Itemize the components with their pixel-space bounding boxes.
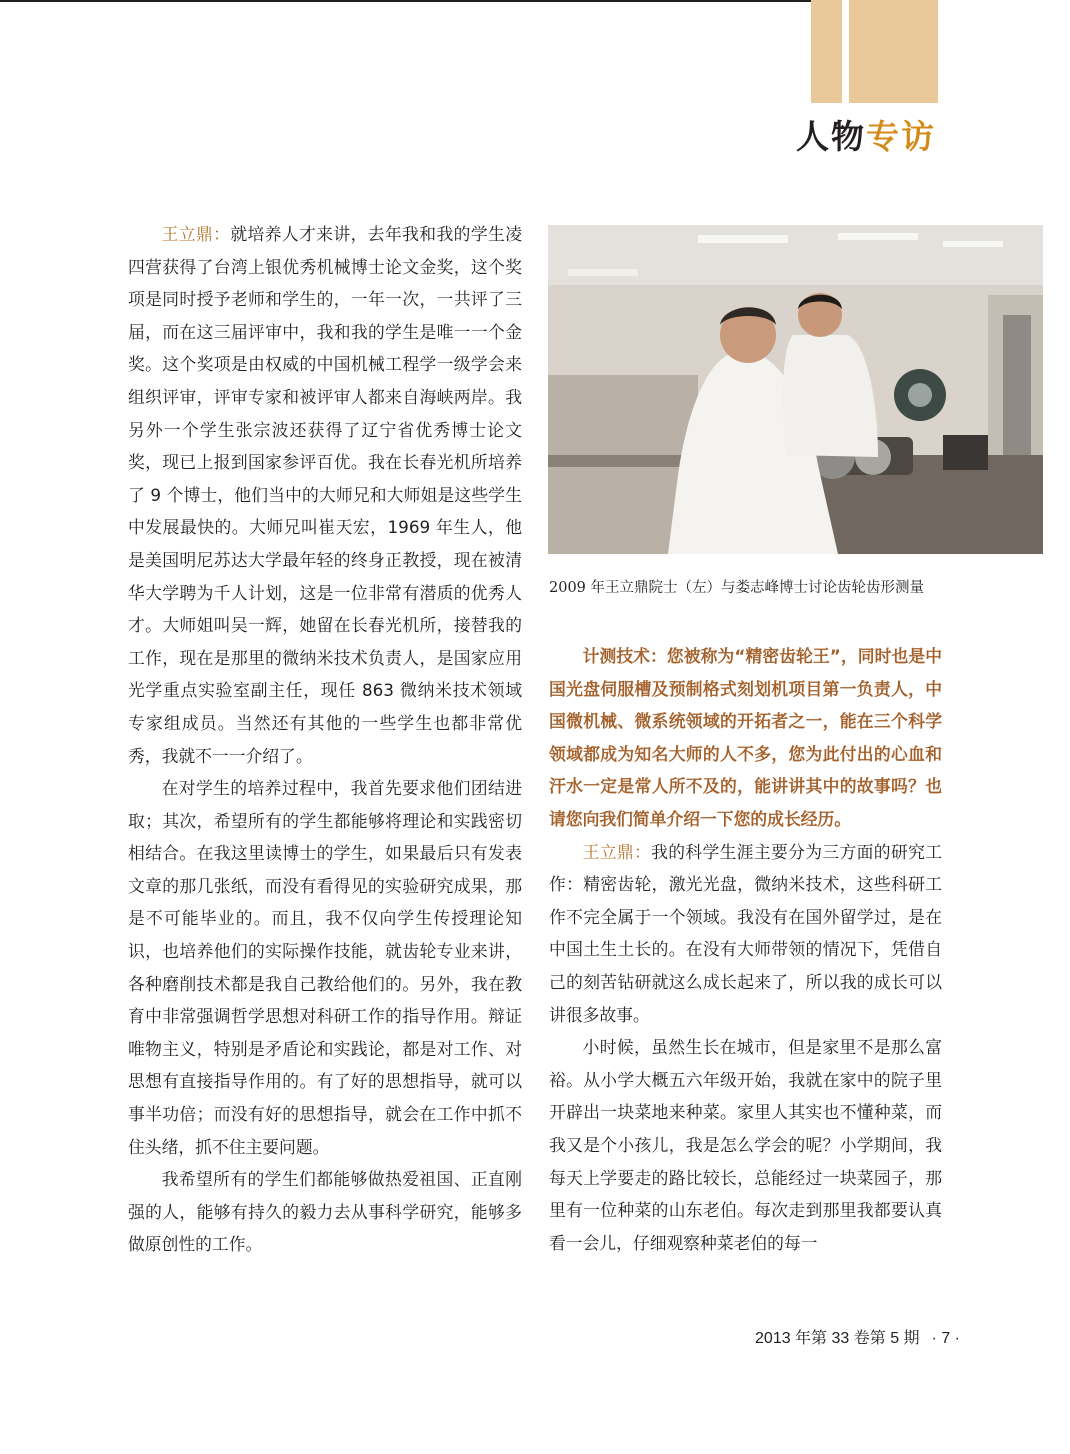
paragraph-2: 在对学生的培养过程中，我首先要求他们团结进取；其次，希望所有的学生都能够将理论和实践密切相结合。在我这里读博士的学生，如果最后只有发表文章的那几张纸，而没有看得见的实验研究成果，那是不可能毕业的。而且，我不仅向学生传授理论知识，也培养他们的实际操作技能，就齿轮专业来讲，各种磨削技术都是我自己教给他们的。另外，我在教育中非常强调哲学思想对科研工作的指导作用。辩证唯物主义，特别是矛盾论和实践论，都是对工作、对思想有直接指导作用的。有了好的思想指导，就可以事半功倍；而没有好的思想指导，就会在工作中抓不住头绪，抓不住主要问题。 [128, 778, 522, 1157]
lab-photo-illustration [548, 225, 1043, 554]
header-tab-decoration-right [849, 0, 938, 103]
top-rule [0, 0, 811, 2]
answer-paragraph-1-text: 我的科学生涯主要分为三方面的研究工作：精密齿轮，激光光盘，微纳米技术，这些科研工作不完全属于一个领域。我没有在国外留学过，是在中国土生土长的。在没有大师带领的情况下，凭借自己的刻苦钻研就这么成长起来了，所以我的成长可以讲很多故事。 [549, 841, 942, 1025]
page-footer [755, 1325, 960, 1348]
issue-label: 2013 年第 33 卷第 5 期 [755, 1330, 920, 1347]
right-column [549, 640, 942, 1259]
section-title [796, 111, 936, 158]
section-title-main: 人物 [796, 117, 866, 156]
photo-caption: 2009 年王立鼎院士（左）与娄志峰博士讨论齿轮齿形测量 [549, 580, 925, 596]
paragraph-1 [128, 218, 522, 772]
answer-paragraph-1 [549, 836, 942, 1032]
speaker-label: 王立鼎： [161, 224, 231, 244]
section-title-accent: 专访 [866, 117, 936, 156]
header-tab-decoration-left [811, 0, 842, 103]
left-column [128, 218, 522, 1261]
speaker-label: 王立鼎： [582, 841, 652, 862]
answer-paragraph-2: 小时候，虽然生长在城市，但是家里不是那么富裕。从小学大概五六年级开始，我就在家中的院子里开辟出一块菜地来种菜。家里人其实也不懂种菜，而我又是个小孩儿，我是怎么学会的呢？小学期间，我每天上学要走的路比较长，总能经过一块菜园子，那里有一位种菜的山东老伯。每次走到那里我都要认真看一会儿，仔细观察种菜老伯的每一 [549, 1037, 942, 1253]
interviewer-question: 计测技术：您被称为“精密齿轮王”，同时也是中国光盘伺服槽及预制格式刻划机项目第一负责人，中国微机械、微系统领域的开拓者之一，能在三个科学领域都成为知名大师的人不多，您为此付出的心血和汗水一定是常人所不及的，能讲讲其中的故事吗？也请您向我们简单介绍一下您的成长经历。 [549, 646, 942, 829]
paragraph-3: 我希望所有的学生们都能够做热爱祖国、正直刚强的人，能够有持久的毅力去从事科学研究，能够多做原创性的工作。 [128, 1169, 522, 1255]
paragraph-1-text: 就培养人才来讲，去年我和我的学生凌四营获得了台湾上银优秀机械博士论文金奖，这个奖项是同时授予老师和学生的，一年一次，一共评了三届，而在这三届评审中，我和我的学生是唯一一个金奖。这个奖项是由权威的中国机械工程学一级学会来组织评审，评审专家和被评审人都来自海峡两岸。我另外一个学生张宗波还获得了辽宁省优秀博士论文奖，现已上报到国家参评百优。我在长春光机所培养了 9 个博士，他们当中的大师兄和大师姐是这些学生中发展最快的。大师兄叫崔天宏，1969 年生人，他是美国明尼苏达大学最年轻的终身正教授，现在被清华大学聘为千人计划，这是一位非常有潜质的优秀人才。大师姐叫吴一辉，她留在长春光机所，接替我的工作，现在是那里的微纳米技术负责人，是国家应用光学重点实验室副主任，现任 863 微纳米技术领域专家组成员。当然还有其他的一些学生也都非常优秀，我就不一一介绍了。 [128, 224, 522, 766]
lab-photo [548, 225, 1043, 554]
page-number: · 7 · [931, 1330, 960, 1347]
